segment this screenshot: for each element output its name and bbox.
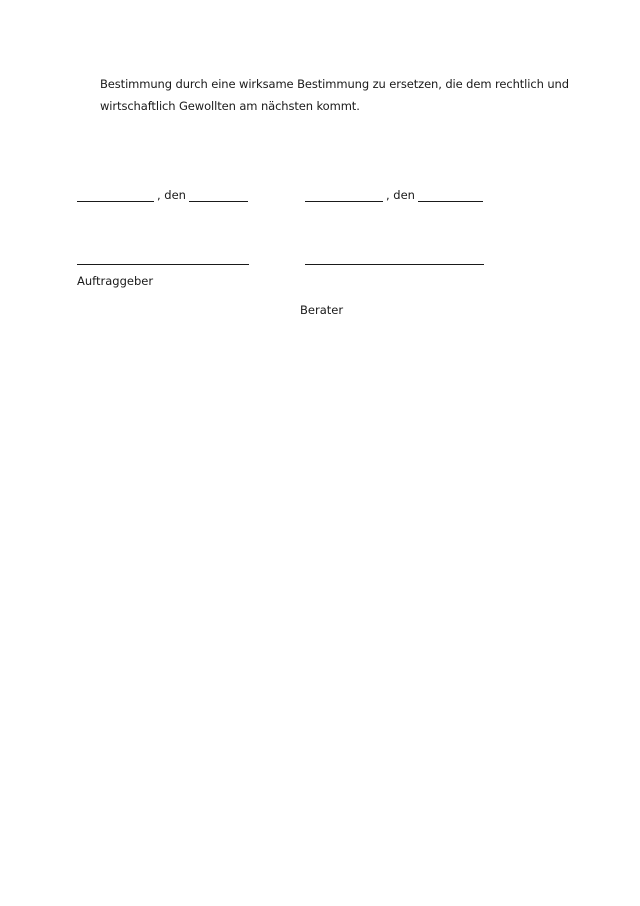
consultant-label: Berater [300, 303, 344, 317]
consultant-date-connector: , den [386, 188, 415, 202]
consultant-place-blank [305, 188, 383, 202]
paragraph-line-2: wirtschaftlich Gewollten am nächsten kommt. [100, 99, 360, 113]
client-place-date-row [77, 186, 248, 202]
client-date-connector: , den [157, 188, 186, 202]
client-signature-line [77, 264, 249, 265]
consultant-place-date-row [305, 186, 483, 202]
client-date-blank [189, 188, 248, 202]
paragraph-line-1: Bestimmung durch eine wirksame Bestimmung zu ersetzen, die dem rechtlich und [100, 77, 569, 91]
consultant-date-blank [418, 188, 483, 202]
contract-paragraph [100, 73, 580, 117]
client-label: Auftraggeber [77, 274, 154, 288]
client-place-blank [77, 188, 154, 202]
consultant-signature-line [305, 264, 484, 265]
